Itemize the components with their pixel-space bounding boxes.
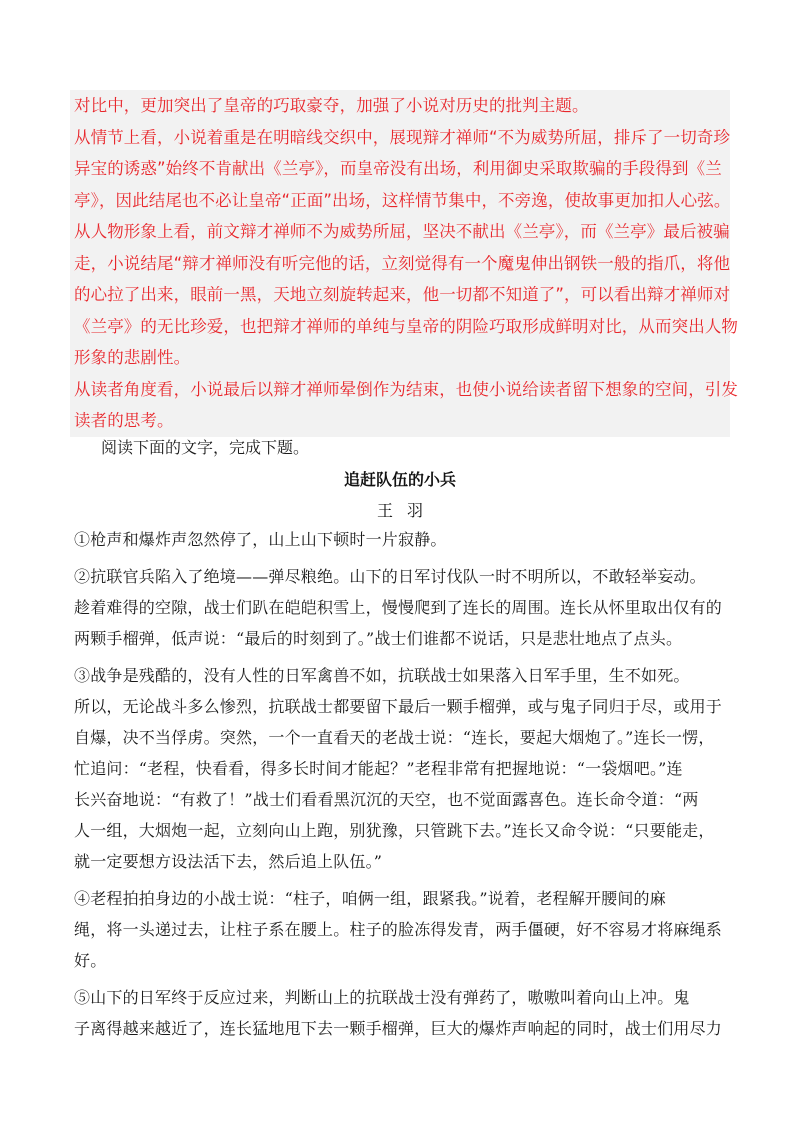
story-paragraph-2 [74,561,726,654]
answer-line: 《兰亭》的无比珍爱，也把辩才禅师的单纯与皇帝的阴险巧取形成鲜明对比，从而突出人物 [74,316,738,336]
story-line: ④老程拍拍身边的小战士说：“柱子，咱俩一组，跟紧我。”说着，老程解开腰间的麻 [74,889,666,908]
story-line: 自爆，决不当俘虏。突然，一个一直看天的老战士说：“连长，要起大烟炮了。”连长一愣， [74,728,715,747]
answer-line: 的心拉了出来，眼前一黑，天地立刻旋转起来，他一切都不知道了”，可以看出辩才禅师对 [74,285,731,304]
story-line: 子离得越来越近了，连长猛地甩下去一颗手榴弹，巨大的爆炸声响起的同时，战士们用尽力 [74,1019,723,1038]
story-paragraph-4 [74,883,726,976]
story-line: 趁着难得的空隙，战士们趴在皑皑积雪上，慢慢爬到了连长的周围。连长从怀里取出仅有的 [74,598,723,617]
answer-line: 对比中，更加突出了皇帝的巧取豪夺，加强了小说对历史的批判主题。 [74,96,589,115]
answer-highlight-block [70,90,738,437]
story-line: 就一定要想方设法活下去，然后追上队伍。” [74,852,383,871]
story-line: 两颗手榴弹，低声说：“最后的时刻到了。”战士们谁都不说话，只是悲壮地点了点头。 [74,629,683,648]
story-body [74,524,726,1050]
answer-line: 走，小说结尾“辩才禅师没有听完他的话，立刻觉得有一个魔鬼伸出钢铁一般的指爪，将他 [74,253,731,273]
story-line: 人一组，大烟炮一起，立刻向山上跑，别犹豫，只管跳下去。”连长又命令说：“只要能走， [74,821,715,840]
story-paragraph-3 [74,660,726,877]
story-paragraph-1 [74,524,726,555]
answer-line: 亭》，因此结尾也不必让皇帝“正面”出场，这样情节集中，不旁逸，使故事更加扣人心弦。 [74,190,731,210]
answer-line: 从读者角度看，小说最后以辩才禅师晕倒作为结束，也使小说给读者留下想象的空间，引发 [74,379,738,399]
answer-line: 读者的思考。 [74,411,174,430]
story-line: 长兴奋地说：“有救了！”战士们看看黑沉沉的天空，也不觉面露喜色。连长命令道：“两 [74,790,699,809]
answer-line: 异宝的诱惑”始终不肯献出《兰亭》，而皇帝没有出场，利用御史采取欺骗的手段得到《兰 [74,159,722,178]
story-line: 绳，将一头递过去，让柱子系在腰上。柱子的脸冻得发青，两手僵硬，好不容易才将麻绳系 [74,920,723,939]
answer-line: 从人物形象上看，前文辩才禅师不为威势所屈，坚决不献出《兰亭》，而《兰亭》最后被骗 [74,222,730,241]
story-author: 王羽 [376,501,437,520]
story-line: ②抗联官兵陷入了绝境——弹尽粮绝。山下的日军讨伐队一时不明所以，不敢轻举妄动。 [74,567,706,586]
story-line: ①枪声和爆炸声忽然停了，山上山下顿时一片寂静。 [74,530,447,549]
answer-line: 从情节上看，小说着重是在明暗线交织中，展现辩才禅师“不为威势所屈，排斥了一切奇珍 [74,127,731,147]
story-line: 忙追问：“老程，快看看，得多长时间才能起？”老程非常有把握地说：“一袋烟吧。”连 [74,759,683,778]
reading-instruction: 阅读下面的文字，完成下题。 [101,438,310,457]
story-paragraph-5 [74,982,726,1044]
story-title: 追赶队伍的小兵 [343,470,456,489]
story-line: ⑤山下的日军终于反应过来，判断山上的抗联战士没有弹药了，嗷嗷叫着向山上冲。鬼 [74,988,690,1007]
story-line: ③战争是残酷的，没有人性的日军禽兽不如，抗联战士如果落入日军手里，生不如死。 [74,666,690,685]
answer-line: 形象的悲剧性。 [74,348,191,367]
story-line: 所以，无论战斗多么惨烈，抗联战士都要留下最后一颗手榴弹，或与鬼子同归于尽，或用于 [74,697,723,716]
story-line: 好。 [74,951,107,970]
